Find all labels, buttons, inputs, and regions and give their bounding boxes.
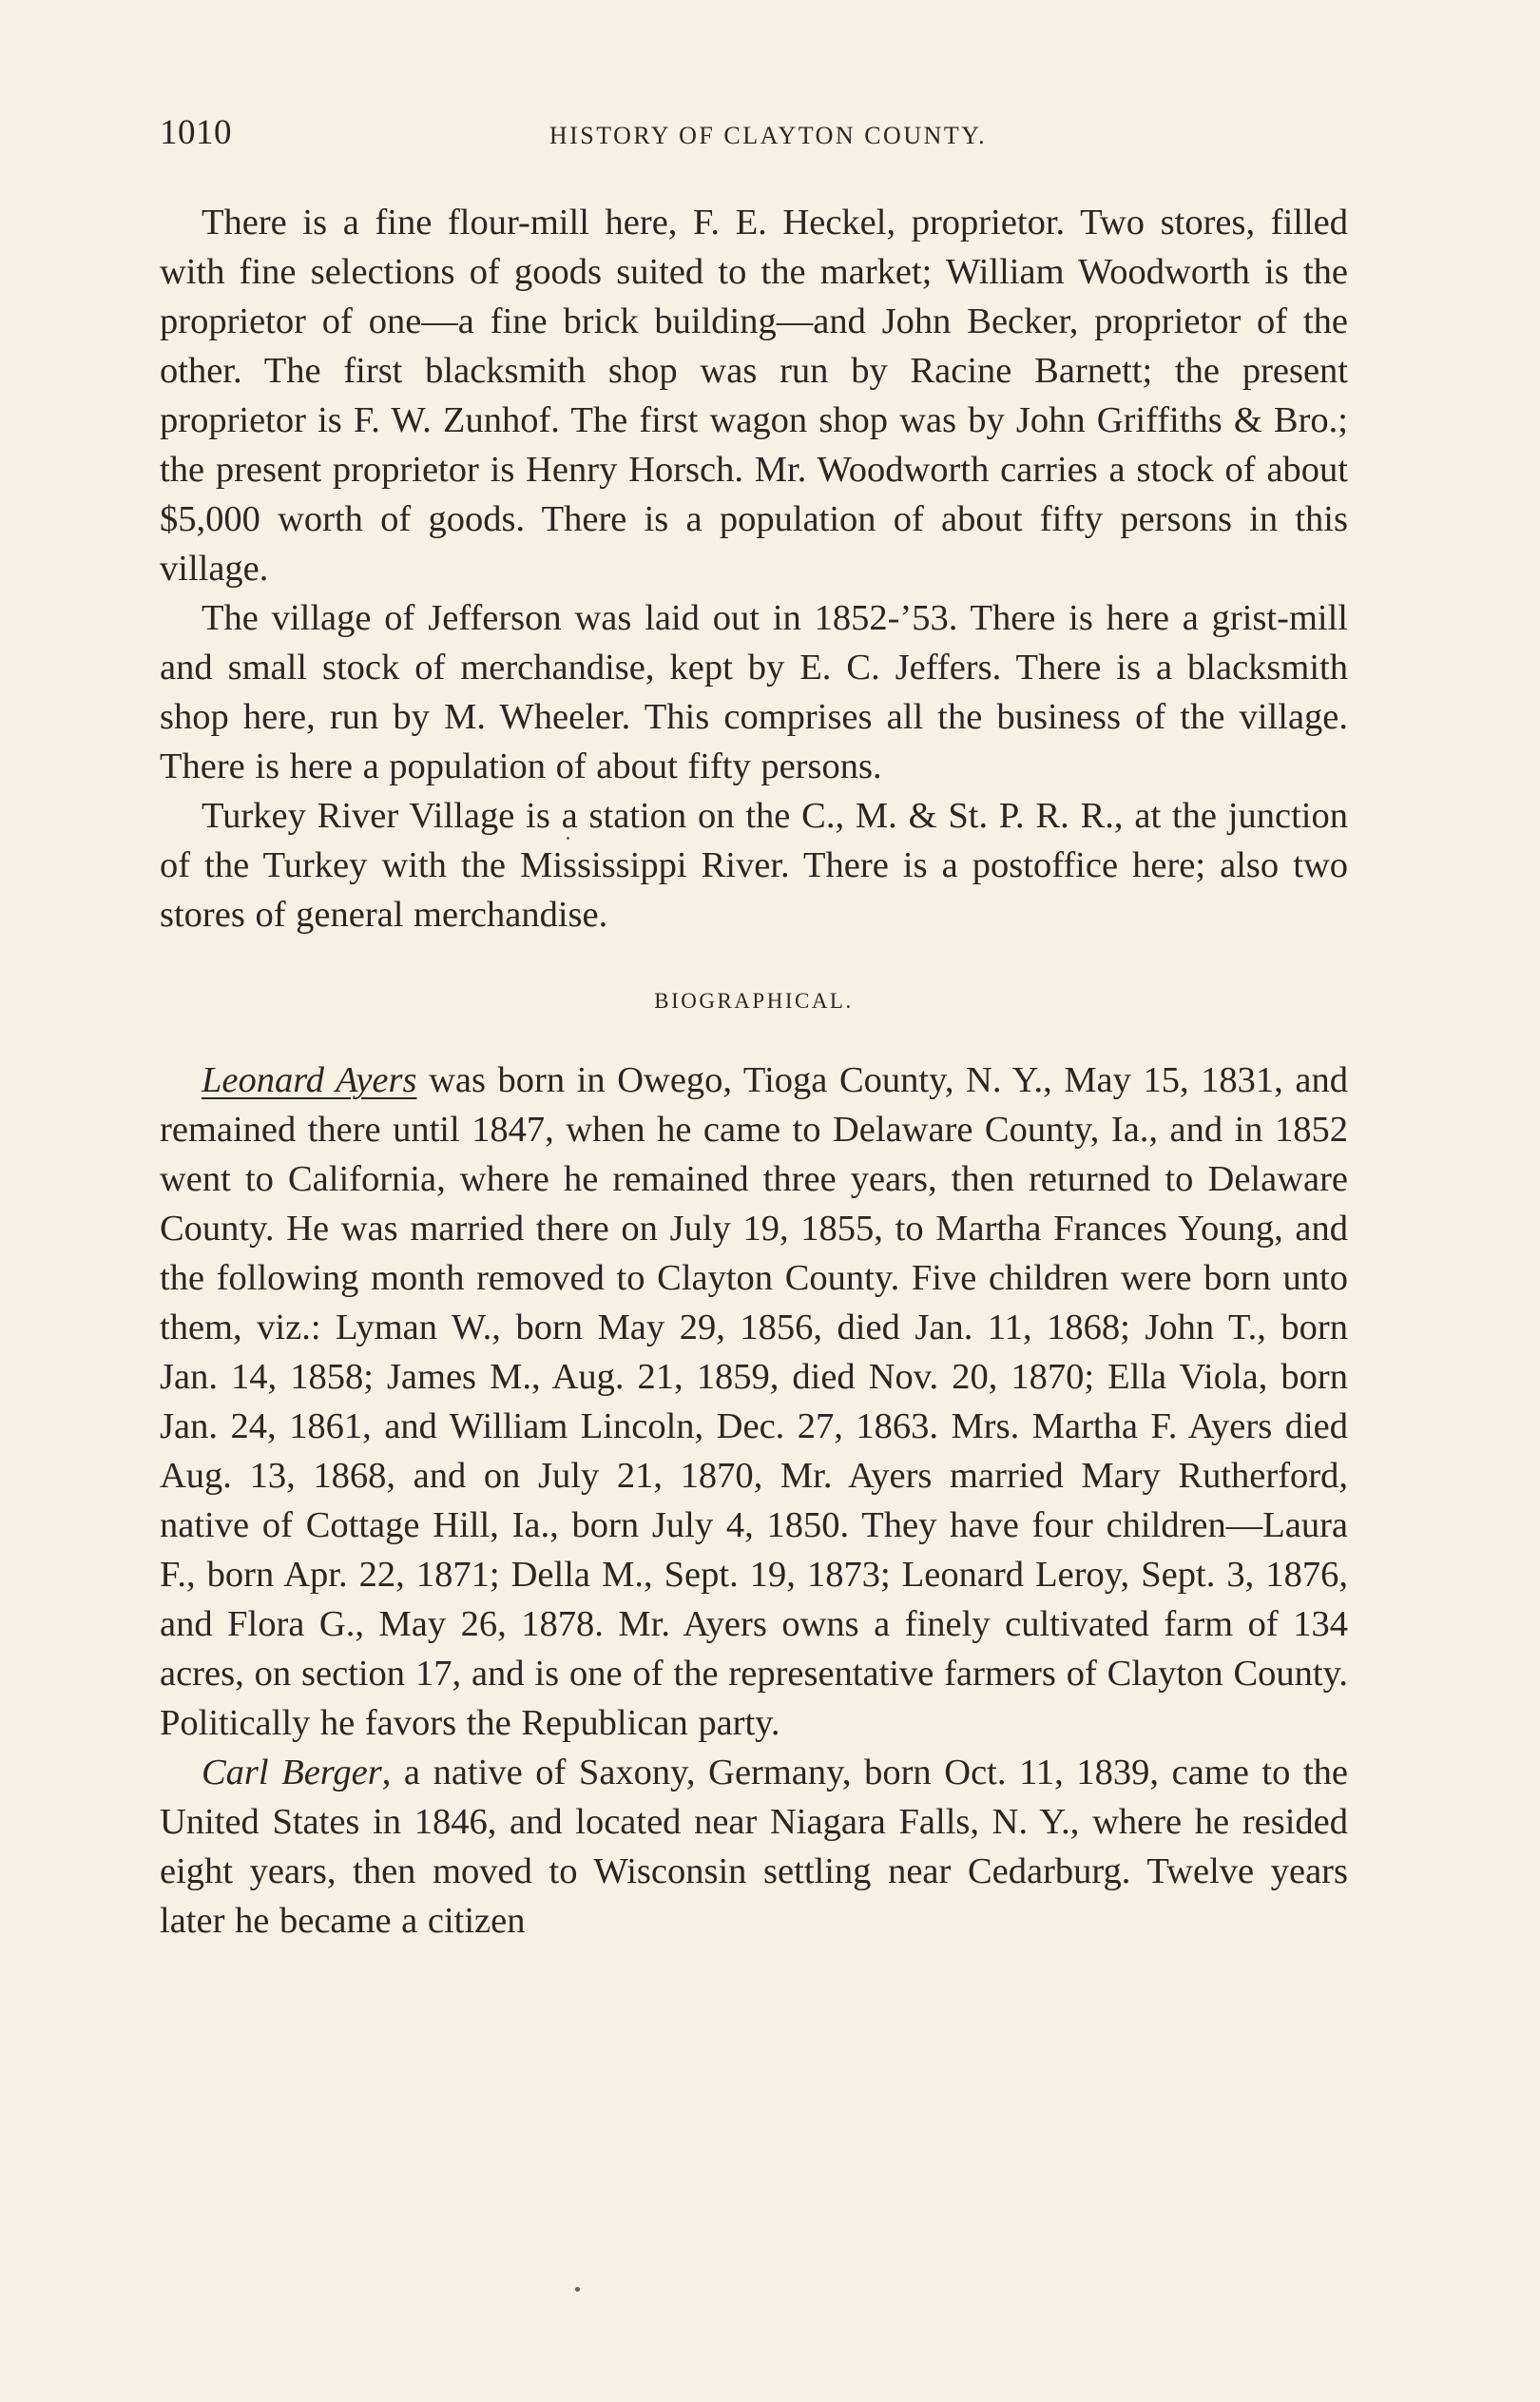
book-page (160, 105, 1348, 1946)
print-speck (575, 2287, 580, 2292)
biography-text: , a native of Saxony, Germany, born Oct. 11, 1839, came to the United States in 1846, and located near Niagara Falls, N. Y., where he resided eight years, then moved to Wisconsin settling near Cedarburg. Twelve years later he became a citizen (160, 1753, 1348, 1941)
section-heading-biographical: BIOGRAPHICAL. (654, 989, 854, 1013)
body-text (160, 198, 1348, 1946)
biography-leonard-ayers (160, 1056, 1348, 1748)
biography-name: Carl Berger (202, 1753, 382, 1792)
paragraph-flour-mill: There is a fine flour-mill here, F. E. Heckel, proprietor. Two stores, filled with fine selections of goods suited to the market; William Woodworth is the proprietor of one—a fine brick building—and John Becker, proprietor of the other. The first blacksmith shop was run by Racine Barnett; the present proprietor is F. W. Zunhof. The first wagon shop was by John Griffiths & Bro.; the present proprietor is Henry Horsch. Mr. Woodworth carries a stock of about $5,000 worth of goods. There is a population of about fifty persons in this village. (160, 203, 1348, 589)
page-number: 1010 (160, 113, 232, 152)
biography-text: was born in Owego, Tioga County, N. Y., May 15, 1831, and remained there until 1847, when he came to Delaware County, Ia., and in 1852 went to California, where he remained three years, then returned to Delaware County. He was married there on July 19, 1855, to Martha Frances Young, and the following month removed to Clayton County. Five children were born unto them, viz.: Lyman W., born May 29, 1856, died Jan. 11, 1868; John T., born Jan. 14, 1858; James M., Aug. 21, 1859, died Nov. 20, 1870; Ella Viola, born Jan. 24, 1861, and William Lincoln, Dec. 27, 1863. Mrs. Martha F. Ayers died Aug. 13, 1868, and on July 21, 1870, Mr. Ayers married Mary Rutherford, native of Cottage Hill, Ia., born July 4, 1850. They have four children—Laura F., born Apr. 22, 1871; Della M., Sept. 19, 1873; Leonard Leroy, Sept. 3, 1876, and Flora G., May 26, 1878. Mr. Ayers owns a finely cultivated farm of 134 acres, on section 17, and is one of the representative farmers of Clayton County. Politically he favors the Republican party. (160, 1060, 1348, 1743)
print-speck (567, 837, 569, 840)
paragraph-jefferson: The village of Jefferson was laid out in 1852-’53. There is here a grist-mill and small stock of merchandise, kept by E. C. Jeffers. There is a blacksmith shop here, run by M. Wheeler. This comprises all the business of the village. There is here a population of about fifty persons. (160, 598, 1348, 786)
running-head (160, 105, 1348, 162)
paragraph-turkey-river: Turkey River Village is a station on the C., M. & St. P. R. R., at the junction of the Turkey with the Mississippi River. There is a postoffice here; also two stores of general merchandise. (160, 796, 1348, 935)
running-title: HISTORY OF CLAYTON COUNTY. (549, 122, 988, 149)
biography-carl-berger (160, 1748, 1348, 1946)
biography-name: Leonard Ayers (202, 1060, 417, 1100)
